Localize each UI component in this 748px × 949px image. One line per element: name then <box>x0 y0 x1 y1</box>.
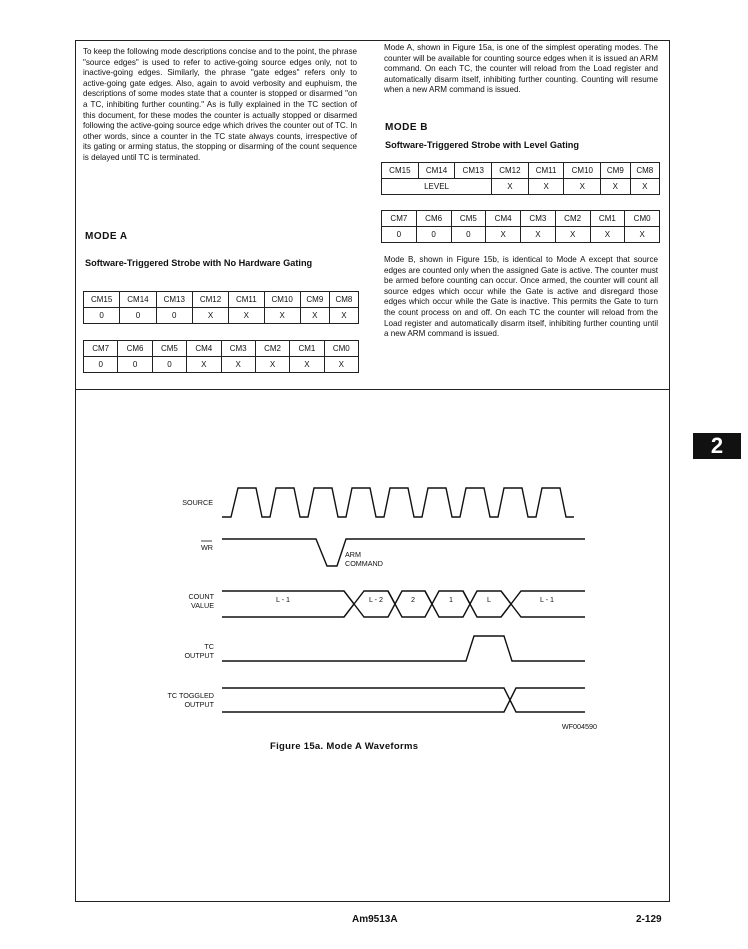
tc-output-waveform <box>222 636 585 661</box>
table-cell: CM0 <box>625 211 660 227</box>
table-cell: X <box>601 179 630 195</box>
table-cell: CM9 <box>300 292 329 308</box>
table-cell: CM5 <box>451 211 486 227</box>
table-cell: X <box>221 357 255 373</box>
table-cell: CM12 <box>492 163 529 179</box>
table-cell: CM7 <box>84 341 118 357</box>
section-tab: 2 <box>693 433 741 459</box>
table-cell: CM1 <box>590 211 625 227</box>
output2-label: OUTPUT <box>184 700 214 709</box>
table-cell: X <box>229 308 264 324</box>
count-value-3: 1 <box>449 595 453 604</box>
table-cell: CM9 <box>601 163 630 179</box>
wr-waveform <box>222 539 585 566</box>
mode-a-heading: MODE A <box>85 231 128 242</box>
footer-title: Am9513A <box>352 914 398 925</box>
table-cell: X <box>329 308 358 324</box>
table-cell: X <box>590 227 625 243</box>
source-waveform <box>222 488 574 517</box>
table-cell: 0 <box>84 308 120 324</box>
mode-b-paragraph: Mode B, shown in Figure 15b, is identical to Mode A except that source edges are counted only when the assigned Gate is active. The counter must be armed before counting can occur. Once armed, the counter will count all source edges which occur while the Gate is active and disregard those edges which occur while the Gate is inactive. This permits the Gate to turn the count process on and off. On each TC the counter will reload from the Load register and automatically disarm itself, inhibiting further counting until a new ARM command is issued. <box>384 255 658 339</box>
table-cell: X <box>625 227 660 243</box>
arm-label: ARM <box>345 550 361 559</box>
table-cell: X <box>486 227 521 243</box>
table-cell: X <box>290 357 324 373</box>
count-value-1: L - 2 <box>368 595 384 604</box>
table-cell: CM4 <box>187 341 221 357</box>
table-cell: 0 <box>118 357 152 373</box>
table-cell: CM15 <box>382 163 419 179</box>
table-cell: X <box>555 227 590 243</box>
table-cell: 0 <box>120 308 156 324</box>
wr-label: WR <box>201 543 213 552</box>
table-cell: 0 <box>382 227 417 243</box>
table-cell: CM12 <box>192 292 228 308</box>
tc-toggled-label: TC TOGGLED <box>167 691 214 700</box>
intro-paragraph: To keep the following mode descriptions concise and to the point, the phrase "source edges" is used to refer to active-going source edges only, not to inactive-going edges. Similarly, the phrase "gate edges" refers only to active-going gate edges. Also, again to avoid verbosity and euphuism, the descriptions of some modes state that a counter is stopped or disarmed "on a TC, inhibiting further counting." As is fully explained in the TC section of this document, for these modes the counter is actually stopped or disarmed following the active-going source edge which drives the counter out of TC. In other words, since a counter in the TC state always counts, irrespective of its gating or arming status, the stopping or disarming of the count sequence is delayed until TC is terminated. <box>83 47 358 162</box>
tc-label: TC <box>204 642 214 651</box>
figure-caption: Figure 15a. Mode A Waveforms <box>270 741 419 752</box>
table-cell: X <box>528 179 564 195</box>
table-cell: CM10 <box>564 163 601 179</box>
mode-b-subheading: Software-Triggered Strobe with Level Gating <box>385 140 579 150</box>
table-cell: X <box>564 179 601 195</box>
mode-a-subheading: Software-Triggered Strobe with No Hardware Gating <box>85 258 313 268</box>
table-cell: X <box>264 308 300 324</box>
table-cell: CM6 <box>118 341 152 357</box>
table-cell: X <box>187 357 221 373</box>
table-cell: CM11 <box>229 292 264 308</box>
table-cell: X <box>300 308 329 324</box>
table-cell: 0 <box>451 227 486 243</box>
table-cell: 0 <box>152 357 186 373</box>
table-cell: CM7 <box>382 211 417 227</box>
command-label: COMMAND <box>345 559 383 568</box>
table-cell: CM5 <box>152 341 186 357</box>
table-cell: CM6 <box>416 211 451 227</box>
value-label: VALUE <box>190 601 214 610</box>
count-value-0: L - 1 <box>275 595 291 604</box>
table-cell: X <box>192 308 228 324</box>
table-cell: CM13 <box>156 292 192 308</box>
table-cell: X <box>521 227 556 243</box>
table-cell: 0 <box>416 227 451 243</box>
table-cell: CM3 <box>221 341 255 357</box>
table-cell: CM4 <box>486 211 521 227</box>
table-cell: X <box>492 179 529 195</box>
count-value-2: 2 <box>411 595 415 604</box>
figure-ref: WF004590 <box>561 722 597 731</box>
source-label: SOURCE <box>182 498 213 507</box>
count-label: COUNT <box>188 592 214 601</box>
table-cell: CM8 <box>630 163 659 179</box>
table-cell: CM11 <box>528 163 564 179</box>
mode-b-heading: MODE B <box>385 122 428 133</box>
mode-a-paragraph: Mode A, shown in Figure 15a, is one of the simplest operating modes. The counter will be available for counting source edges when it is issued an ARM command. On each TC, the counter will reload from the Load register and automatically disarm itself, inhibiting further counting. Counting will resume when a new ARM command is issued. <box>384 43 658 95</box>
table-cell: CM2 <box>255 341 289 357</box>
table-cell: X <box>255 357 289 373</box>
table-cell: CM0 <box>324 341 358 357</box>
count-value-5: L - 1 <box>539 595 555 604</box>
table-cell: CM14 <box>418 163 455 179</box>
table-cell-level: LEVEL <box>382 179 492 195</box>
table-cell: 0 <box>84 357 118 373</box>
table-cell: X <box>324 357 358 373</box>
output-label: OUTPUT <box>184 651 214 660</box>
tc-toggled-waveform <box>222 688 585 712</box>
table-cell: CM8 <box>329 292 358 308</box>
table-cell: CM13 <box>455 163 492 179</box>
table-cell: CM1 <box>290 341 324 357</box>
page-number: 2-129 <box>636 914 662 925</box>
table-cell: X <box>630 179 659 195</box>
table-cell: CM10 <box>264 292 300 308</box>
count-value-4: L <box>487 595 491 604</box>
table-cell: CM2 <box>555 211 590 227</box>
table-cell: CM3 <box>521 211 556 227</box>
table-cell: CM15 <box>84 292 120 308</box>
table-cell: CM14 <box>120 292 156 308</box>
table-cell: 0 <box>156 308 192 324</box>
